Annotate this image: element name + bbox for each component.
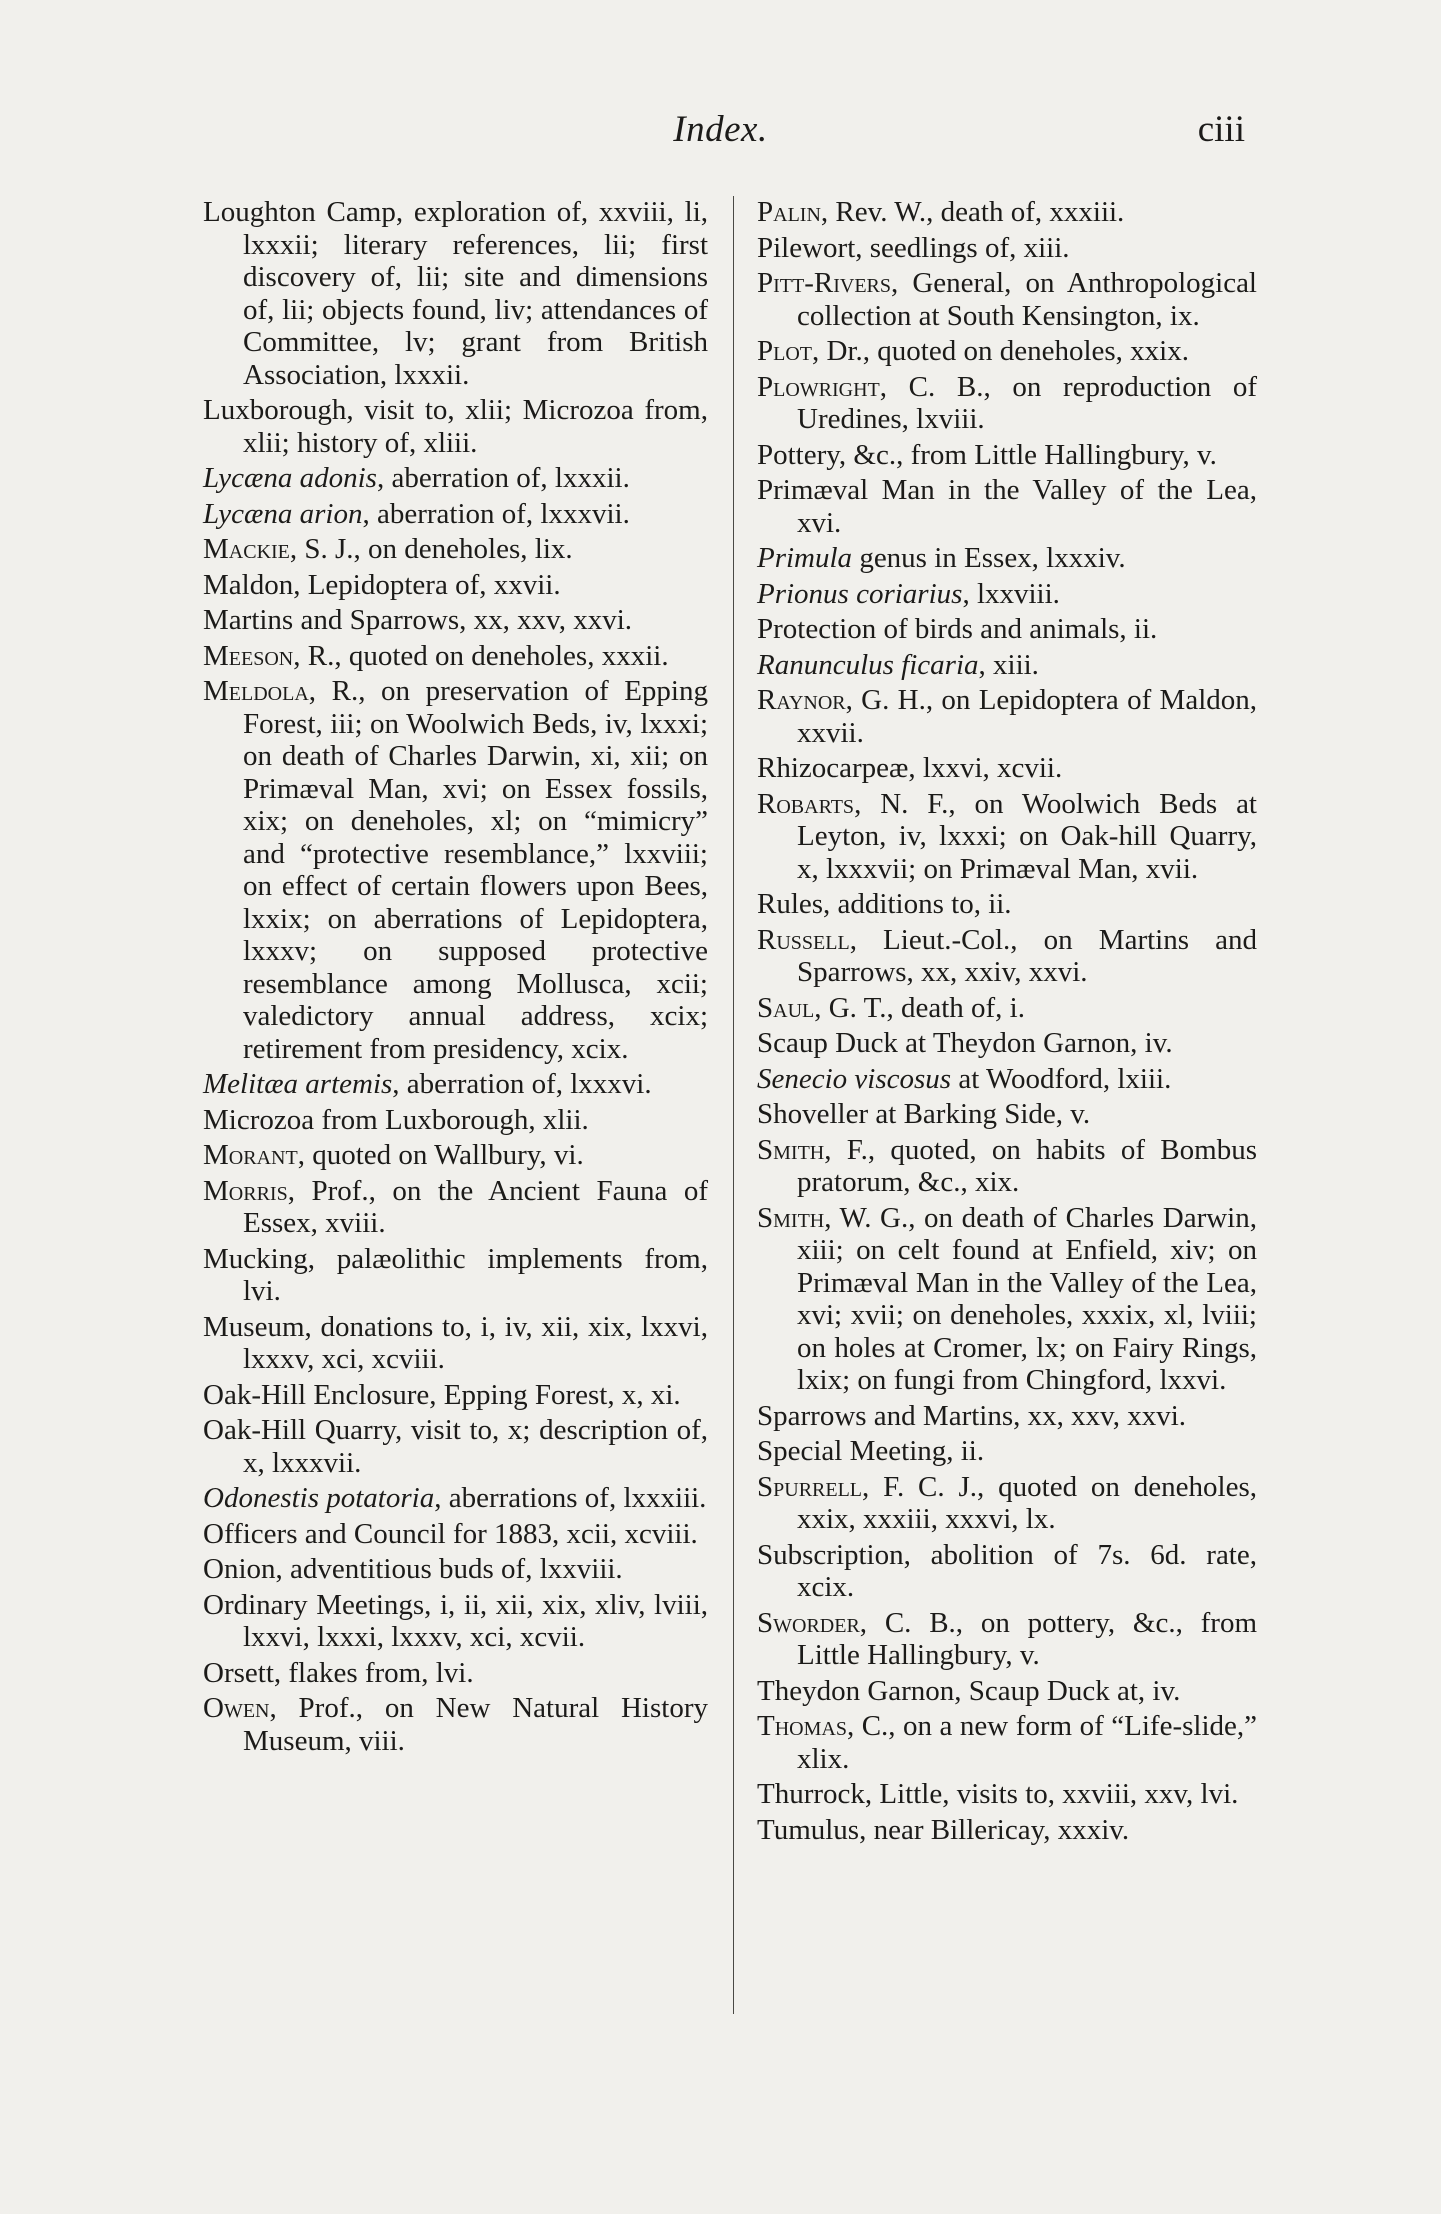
index-entry [757, 924, 1257, 989]
index-entry [203, 498, 708, 531]
index-entry [757, 1063, 1257, 1096]
index-entry [203, 1518, 708, 1551]
index-entry [203, 1068, 708, 1101]
entry-text: , Rev. W., death of, xxxiii. [820, 196, 1125, 228]
entry-text: Theydon Garnon, Scaup Duck at, iv. [757, 1674, 1181, 1707]
index-entry [203, 569, 708, 602]
entry-heading: Plot [757, 335, 813, 367]
index-entry [757, 1202, 1257, 1397]
entry-heading: Palin [757, 196, 821, 228]
entry-heading: Lycæna adonis [203, 462, 377, 494]
index-entry [757, 267, 1257, 332]
entry-heading: Morris [203, 1174, 288, 1207]
entry-text: Ordinary Meetings, i, ii, xii, xix, xliv, lviii, lxxvi, lxxxi, lxxxv, xci, xcvii. [203, 1588, 708, 1653]
entry-text: Luxborough, visit to, xlii; Microzoa from, xlii; history of, xliii. [203, 394, 708, 459]
index-entry [757, 788, 1257, 886]
entry-text: , W. G., on death of Charles Darwin, xiii; on celt found at Enfield, xiv; on Primæval Man in the Valley of the Lea, xvi; xvii; on deneholes, xxxix, xl, lviii; on holes at Cromer, lx; on Fairy Rings, lxix; on fungi from Chingford, lxxvi. [797, 1201, 1257, 1396]
entry-text: at Woodford, lxiii. [951, 1062, 1172, 1095]
entry-text: Orsett, flakes from, lvi. [203, 1656, 474, 1689]
index-entry [203, 1104, 708, 1137]
entry-text: Rhizocarpeæ, lxxvi, xcvii. [757, 752, 1063, 784]
entry-text: Sparrows and Martins, xx, xxv, xxvi. [757, 1399, 1187, 1432]
entry-text: Protection of birds and animals, ii. [757, 613, 1158, 645]
index-entry [757, 1607, 1257, 1672]
entry-heading: Meeson [203, 639, 294, 672]
index-entry [757, 371, 1257, 436]
entry-text: Pilewort, seedlings of, xiii. [757, 231, 1070, 264]
entry-text: , lxxviii. [962, 577, 1060, 610]
entry-heading: Melitæa artemis [203, 1068, 393, 1100]
entry-text: Maldon, Lepidoptera of, xxvii. [203, 568, 561, 601]
index-entry [757, 888, 1257, 921]
entry-text: , aberration of, lxxxvii. [362, 497, 630, 530]
entry-text: , F., quoted, on habits of Bombus pratorum, &c., xix. [797, 1133, 1257, 1198]
index-entry [203, 533, 708, 566]
entry-text: Officers and Council for 1883, xcii, xcviii. [203, 1517, 698, 1550]
entry-text: , C. B., on pottery, &c., from Little Hallingbury, v. [797, 1606, 1257, 1671]
entry-text: Primæval Man in the Valley of the Lea, xvi. [757, 474, 1257, 539]
entry-text: , N. F., on Woolwich Beds at Leyton, iv, lxxxi; on Oak-hill Quarry, x, lxxxvii; on Primæval Man, xvii. [797, 787, 1257, 885]
page-title: Index. [673, 109, 768, 150]
entry-text: Thurrock, Little, visits to, xxviii, xxv, lvi. [757, 1778, 1239, 1810]
entry-text: , C., on a new form of “Life-slide,” xlix. [797, 1710, 1257, 1775]
index-entry [203, 394, 708, 459]
entry-heading: Robarts [757, 787, 855, 820]
entry-text: Oak-Hill Enclosure, Epping Forest, x, xi. [203, 1378, 681, 1411]
entry-text: Scaup Duck at Theydon Garnon, iv. [757, 1027, 1173, 1059]
index-entry [757, 1675, 1257, 1708]
index-entry [757, 474, 1257, 539]
index-entry [203, 1692, 708, 1757]
index-entry [757, 542, 1257, 575]
index-entry [203, 1243, 708, 1308]
index-entry [203, 1175, 708, 1240]
index-entry [203, 675, 708, 1065]
entry-text: , aberrations of, lxxxiii. [434, 1482, 707, 1514]
index-entry [757, 1778, 1257, 1811]
index-entry [203, 196, 708, 391]
column-divider [733, 196, 734, 2014]
index-entry [757, 613, 1257, 646]
index-entry [757, 1710, 1257, 1775]
entry-heading: Thomas [757, 1710, 847, 1742]
index-entry [203, 1589, 708, 1654]
entry-text: , F. C. J., quoted on deneholes, xxix, xxxiii, xxxvi, lx. [797, 1470, 1257, 1535]
index-entry [757, 992, 1257, 1025]
index-entry [757, 196, 1257, 229]
entry-heading: Raynor [757, 684, 846, 716]
entry-text: Microzoa from Luxborough, xlii. [203, 1103, 589, 1136]
entry-text: genus in Essex, lxxxiv. [852, 542, 1126, 574]
entry-text: Tumulus, near Billericay, xxxiv. [757, 1813, 1130, 1846]
entry-heading: Meldola [203, 675, 309, 707]
index-entry [757, 649, 1257, 682]
index-entry [757, 1814, 1257, 1847]
index-entry [757, 1435, 1257, 1468]
index-entry [203, 640, 708, 673]
index-entry [203, 462, 708, 495]
entry-heading: Odonestis potatoria [203, 1482, 435, 1514]
index-entry [757, 1027, 1257, 1060]
index-entry [203, 1379, 708, 1412]
entry-heading: Sworder [757, 1606, 860, 1639]
entry-heading: Morant [203, 1139, 298, 1171]
entry-text: Loughton Camp, exploration of, xxviii, li, lxxxii; literary references, lii; first discovery of, lii; site and dimensions of, lii; objects found, liv; attendances of Committee, lv; grant from British Association, lxxxii. [203, 196, 708, 391]
entry-text: , G. H., on Lepidoptera of Maldon, xxvii. [797, 684, 1257, 749]
index-entry [203, 1139, 708, 1172]
index-entry [757, 578, 1257, 611]
index-entry [203, 604, 708, 637]
entry-text: , Dr., quoted on deneholes, xxix. [812, 335, 1189, 367]
entry-heading: Owen [203, 1692, 270, 1724]
entry-text: Museum, donations to, i, iv, xii, xix, lxxvi, lxxxv, xci, xcviii. [203, 1310, 708, 1375]
index-entry [757, 1539, 1257, 1604]
index-entry [203, 1553, 708, 1586]
entry-text: , Lieut.-Col., on Martins and Sparrows, xx, xxiv, xxvi. [797, 923, 1257, 988]
entry-text: , aberration of, lxxxii. [376, 462, 630, 494]
entry-text: Rules, additions to, ii. [757, 888, 1012, 920]
entry-text: , xiii. [978, 648, 1039, 681]
entry-text: , S. J., on deneholes, lix. [289, 533, 573, 565]
entry-text: , Prof., on the Ancient Fauna of Essex, xviii. [243, 1174, 708, 1239]
entry-heading: Smith [757, 1133, 825, 1166]
index-entry [203, 1482, 708, 1515]
entry-heading: Senecio viscosus [757, 1062, 952, 1095]
entry-heading: Saul [757, 991, 815, 1024]
entry-text: , C. B., on reproduction of Uredines, lxviii. [797, 370, 1257, 435]
entry-text: , aberration of, lxxxvi. [392, 1068, 652, 1100]
entry-text: Pottery, &c., from Little Hallingbury, v. [757, 438, 1217, 471]
entry-heading: Mackie [203, 533, 290, 565]
entry-heading: Lycæna arion [203, 497, 363, 530]
entry-text: , G. T., death of, i. [814, 991, 1025, 1024]
entry-text: Oak-Hill Quarry, visit to, x; description of, x, lxxxvii. [203, 1414, 708, 1479]
index-column-left [203, 196, 708, 1760]
entry-text: , R., on preservation of Epping Forest, iii; on Woolwich Beds, iv, lxxxi; on death of Charles Darwin, xi, xii; on Primæval Man, xvi; on Essex fossils, xix; on deneholes, xl; on “mimicry” and “protective resemblance,” lxxviii; on effect of certain flowers upon Bees, lxxix; on aberrations of Lepidoptera, lxxxv; on supposed protective resemblance among Mollusca, xcii; valedictory annual address, xcix; retirement from presidency, xcix. [243, 675, 708, 1065]
entry-text: Mucking, palæolithic implements from, lvi. [203, 1242, 708, 1307]
entry-heading: Spurrell [757, 1470, 863, 1503]
index-column-right [757, 196, 1257, 1849]
index-entry [203, 1311, 708, 1376]
entry-text: , R., quoted on deneholes, xxxii. [293, 639, 669, 672]
entry-text: Onion, adventitious buds of, lxxviii. [203, 1553, 623, 1585]
entry-text: , General, on Anthropological collection at South Kensington, ix. [797, 267, 1257, 332]
index-entry [203, 1414, 708, 1479]
entry-heading: Prionus coriarius [757, 577, 963, 610]
entry-heading: Primula [757, 542, 853, 574]
index-entry [757, 1471, 1257, 1536]
index-entry [203, 1657, 708, 1690]
index-entry [757, 684, 1257, 749]
entry-text: Martins and Sparrows, xx, xxv, xxvi. [203, 604, 633, 636]
entry-heading: Plowright [757, 370, 880, 403]
index-entry [757, 335, 1257, 368]
index-entry [757, 232, 1257, 265]
index-entry [757, 1098, 1257, 1131]
entry-text: , quoted on Wallbury, vi. [297, 1139, 584, 1171]
entry-text: Subscription, abolition of 7s. 6d. rate, xcix. [757, 1538, 1257, 1603]
entry-heading: Ranunculus ficaria [757, 648, 979, 681]
entry-heading: Russell [757, 923, 850, 956]
entry-text: Special Meeting, ii. [757, 1435, 985, 1467]
page-number: ciii [1197, 109, 1245, 150]
index-entry [757, 752, 1257, 785]
index-entry [757, 1134, 1257, 1199]
entry-text: , Prof., on New Natural History Museum, viii. [243, 1692, 708, 1757]
entry-text: Shoveller at Barking Side, v. [757, 1098, 1091, 1130]
entry-heading: Pitt-Rivers [757, 267, 892, 299]
index-entry [757, 1400, 1257, 1433]
index-entry [757, 439, 1257, 472]
entry-heading: Smith [757, 1201, 825, 1234]
